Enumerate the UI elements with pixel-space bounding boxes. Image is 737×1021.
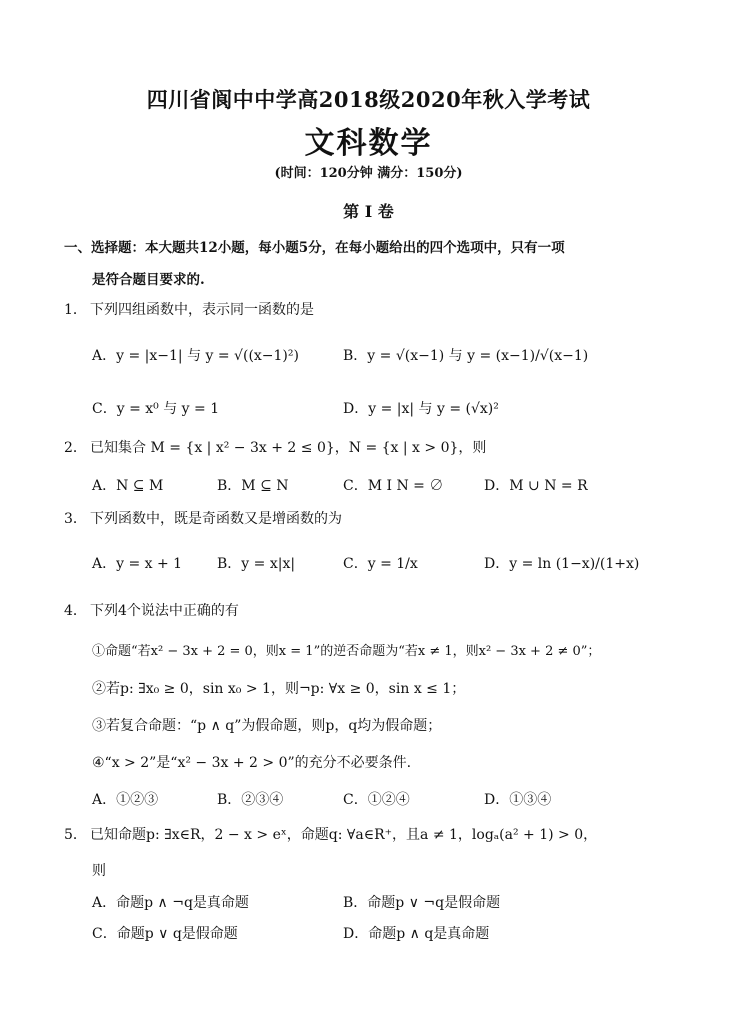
q5-option-c: C．命题p ∨ q是假命题 bbox=[92, 926, 238, 942]
question-number: 4． bbox=[64, 603, 87, 619]
q2-option-a: A．N ⊆ M bbox=[92, 478, 164, 494]
q4-statement-3: ③若复合命题：“p ∧ q”为假命题，则p，q均为假命题； bbox=[92, 718, 442, 734]
volume-title: 第 Ⅰ 卷 bbox=[343, 202, 394, 221]
q4-option-c: C．①②④ bbox=[343, 792, 410, 808]
question-number: 3． bbox=[64, 511, 87, 527]
q3-option-b: B．y = x|x| bbox=[217, 556, 296, 572]
question-number: 1． bbox=[64, 302, 87, 318]
section-instructions-line1: 一、选择题：本大题共12小题，每小题5分，在每小题给出的四个选项中，只有一项 bbox=[64, 240, 565, 256]
q5-option-b: B．命题p ∨ ¬q是假命题 bbox=[343, 895, 501, 911]
q4-option-d: D．①③④ bbox=[484, 792, 552, 808]
q4-statement-4: ④“x > 2”是“x² − 3x + 2 > 0”的充分不必要条件. bbox=[92, 755, 412, 771]
q5-option-a: A．命题p ∧ ¬q是真命题 bbox=[92, 895, 249, 911]
question-3 bbox=[64, 508, 342, 528]
question-stem: 下列四组函数中，表示同一函数的是 bbox=[90, 302, 314, 318]
q4-option-a: A．①②③ bbox=[92, 792, 159, 808]
q4-statement-2: ②若p: ∃x₀ ≥ 0，sin x₀ > 1，则¬p: ∀x ≥ 0，sin x ≤ 1； bbox=[92, 681, 466, 697]
q4-option-b: B．②③④ bbox=[217, 792, 284, 808]
question-number: 5． bbox=[64, 827, 87, 843]
q5-stem-continued: 则 bbox=[92, 863, 106, 879]
q2-option-d: D．M ∪ N = R bbox=[484, 478, 588, 494]
q5-option-d: D．命题p ∧ q是真命题 bbox=[343, 926, 490, 942]
question-1 bbox=[64, 299, 314, 319]
question-5 bbox=[64, 824, 597, 844]
subject-title: 文科数学 bbox=[304, 126, 433, 161]
question-stem: 已知集合 M = {x | x² − 3x + 2 ≤ 0}，N = {x | x > 0}，则 bbox=[90, 440, 487, 456]
q1-option-a: A．y = |x−1| 与 y = √((x−1)²) bbox=[92, 348, 299, 364]
question-stem: 已知命题p: ∃x∈R，2 − x > eˣ，命题q: ∀a∈R⁺，且a ≠ 1，logₐ(a² + 1) > 0， bbox=[90, 827, 598, 843]
section-instructions-line2: 是符合题目要求的. bbox=[92, 272, 205, 288]
q3-option-c: C．y = 1/x bbox=[343, 556, 418, 572]
q3-option-d: D．y = ln (1−x)/(1+x) bbox=[484, 556, 640, 572]
q1-option-c: C．y = x⁰ 与 y = 1 bbox=[92, 401, 220, 417]
q1-option-d: D．y = |x| 与 y = (√x)² bbox=[343, 401, 499, 417]
q3-option-a: A．y = x + 1 bbox=[92, 556, 183, 572]
question-2 bbox=[64, 437, 486, 457]
exam-meta: (时间：120分钟 满分：150分) bbox=[274, 166, 463, 181]
question-number: 2． bbox=[64, 440, 87, 456]
q2-option-b: B．M ⊆ N bbox=[217, 478, 289, 494]
q4-statement-1: ①命题“若x² − 3x + 2 = 0，则x = 1”的逆否命题为“若x ≠ 1，则x² − 3x + 2 ≠ 0”； bbox=[92, 644, 601, 659]
q1-option-b: B．y = √(x−1) 与 y = (x−1)/√(x−1) bbox=[343, 348, 589, 364]
exam-title: 四川省阆中中学高2018级2020年秋入学考试 bbox=[146, 87, 591, 112]
question-stem: 下列函数中，既是奇函数又是增函数的为 bbox=[90, 511, 342, 527]
q2-option-c: C．M Ⅰ N = ∅ bbox=[343, 478, 444, 494]
question-4 bbox=[64, 600, 239, 620]
question-stem: 下列4个说法中正确的有 bbox=[90, 603, 239, 619]
